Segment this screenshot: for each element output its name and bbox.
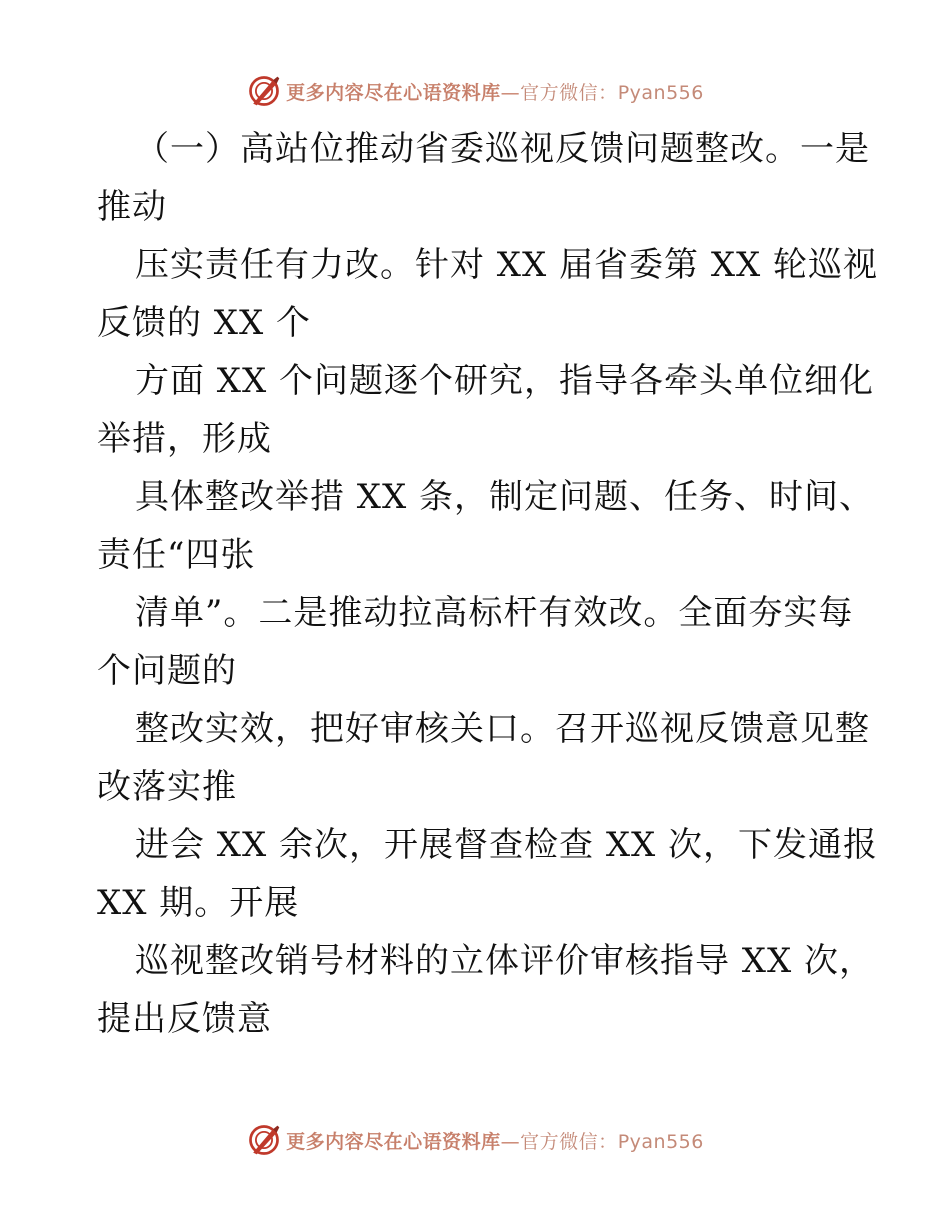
watermark-account: Pyan556	[617, 81, 704, 104]
text-line: 清单”。二是推动拉高标杆有效改。全面夯实每	[135, 593, 854, 633]
text-line: XX 期。开展	[97, 883, 300, 923]
text-line: 责任“四张	[97, 535, 256, 575]
footer-watermark	[0, 1120, 950, 1160]
header-watermark	[0, 71, 950, 111]
watermark-dash: —	[500, 1130, 521, 1153]
text-line: （一）高站位推动省委巡视反馈问题整改。一是	[135, 129, 870, 169]
watermark-text	[286, 78, 704, 105]
watermark-text	[286, 1127, 704, 1154]
text-line: 改落实推	[97, 767, 237, 807]
text-line: 举措，形成	[97, 419, 272, 459]
pen-logo-icon	[246, 1122, 282, 1158]
watermark-main: 更多内容尽在心语资料库	[286, 1130, 501, 1153]
text-line: 推动	[97, 187, 167, 227]
watermark-sub: 官方微信：	[520, 1130, 618, 1153]
text-line: 反馈的 XX 个	[97, 303, 312, 343]
text-line: 巡视整改销号材料的立体评价审核指导 XX 次，	[135, 941, 875, 981]
watermark-sub: 官方微信：	[520, 81, 618, 104]
text-line: 提出反馈意	[97, 999, 272, 1039]
text-line: 方面 XX 个问题逐个研究，指导各牵头单位细化	[135, 361, 875, 401]
text-line: 具体整改举措 XX 条，制定问题、任务、时间、	[135, 477, 875, 517]
document-body	[97, 120, 879, 1048]
pen-logo-icon	[246, 73, 282, 109]
text-line: 整改实效，把好审核关口。召开巡视反馈意见整	[135, 709, 870, 749]
watermark-dash: —	[500, 81, 521, 104]
text-line: 进会 XX 余次，开展督查检查 XX 次，下发通报	[135, 825, 879, 865]
text-line: 压实责任有力改。针对 XX 届省委第 XX 轮巡视	[135, 245, 879, 285]
watermark-main: 更多内容尽在心语资料库	[286, 81, 501, 104]
text-line: 个问题的	[97, 651, 237, 691]
watermark-account: Pyan556	[617, 1130, 704, 1153]
